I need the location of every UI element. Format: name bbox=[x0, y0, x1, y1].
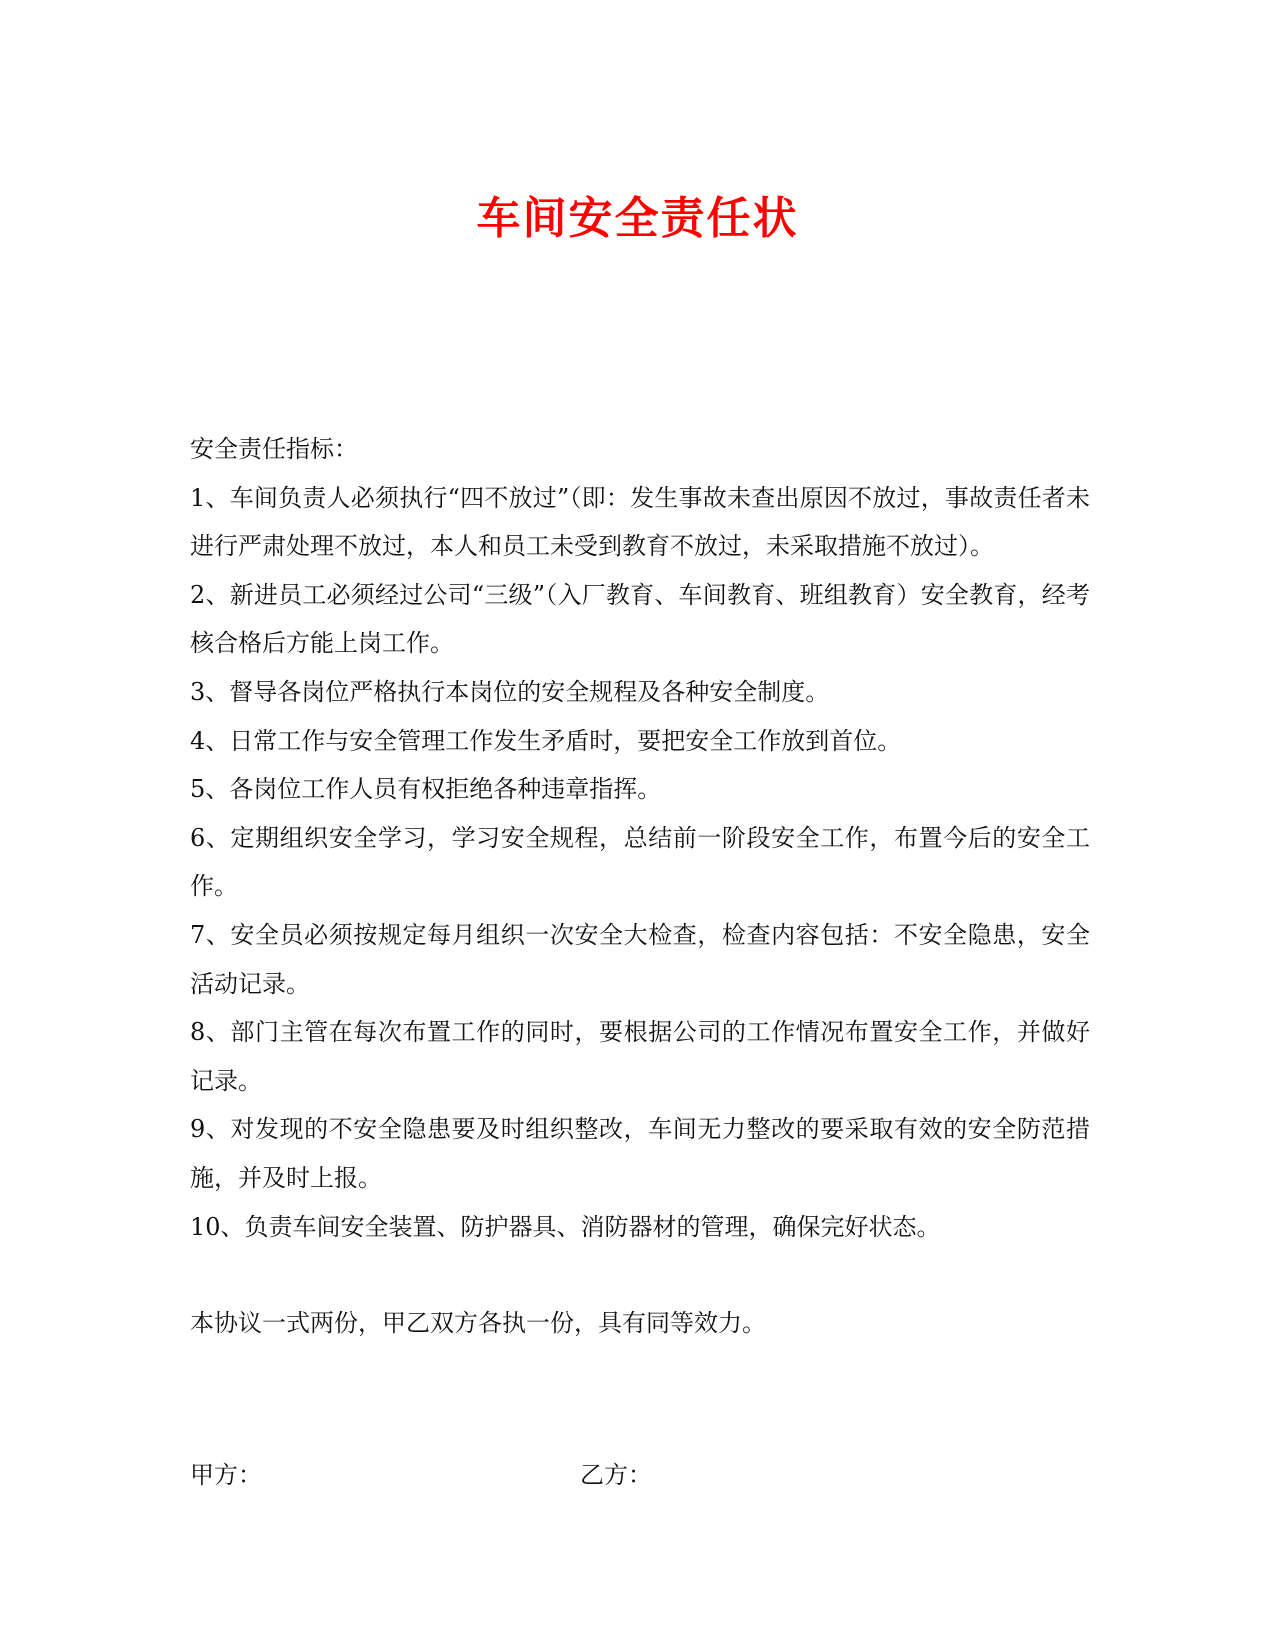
section-heading: 安全责任指标： bbox=[190, 435, 358, 463]
party-a-label: 甲方： bbox=[190, 1461, 262, 1489]
responsibility-item-9: 9、对发现的不安全隐患要及时组织整改，车间无力整改的要采取有效的安全防范措施，并及时上报。 bbox=[190, 1115, 1090, 1192]
responsibility-item-4: 4、日常工作与安全管理工作发生矛盾时，要把安全工作放到首位。 bbox=[190, 726, 902, 755]
responsibility-item-2: 2、新进员工必须经过公司“三级”（入厂教育、车间教育、班组教育）安全教育，经考核合格后方能上岗工作。 bbox=[190, 580, 1090, 658]
responsibility-item-6: 6、定期组织安全学习，学习安全规程，总结前一阶段安全工作，布置今后的安全工作。 bbox=[190, 823, 1090, 901]
responsibility-item-5: 5、各岗位工作人员有权拒绝各种违章指挥。 bbox=[190, 775, 662, 804]
agreement-statement: 本协议一式两份，甲乙双方各执一份，具有同等效力。 bbox=[190, 1309, 766, 1338]
responsibility-item-3: 3、督导各岗位严格执行本岗位的安全规程及各种安全制度。 bbox=[190, 677, 830, 706]
responsibility-item-7: 7、安全员必须按规定每月组织一次安全大检查，检查内容包括：不安全隐患，安全活动记录。 bbox=[190, 920, 1090, 998]
responsibility-item-10: 10、负责车间安全装置、防护器具、消防器材的管理，确保完好状态。 bbox=[190, 1212, 941, 1241]
signature-row bbox=[190, 1451, 1090, 1499]
document-title: 车间安全责任状 bbox=[476, 193, 799, 245]
responsibility-item-1: 1、车间负责人必须执行“四不放过”（即：发生事故未查出原因不放过，事故责任者未进行严肃处理不放过，本人和员工未受到教育不放过，未采取措施不放过）。 bbox=[190, 483, 1090, 561]
responsibility-item-8: 8、部门主管在每次布置工作的同时，要根据公司的工作情况布置安全工作，并做好记录。 bbox=[190, 1018, 1090, 1095]
party-b-label: 乙方： bbox=[580, 1461, 652, 1489]
document-body bbox=[190, 425, 1090, 1348]
